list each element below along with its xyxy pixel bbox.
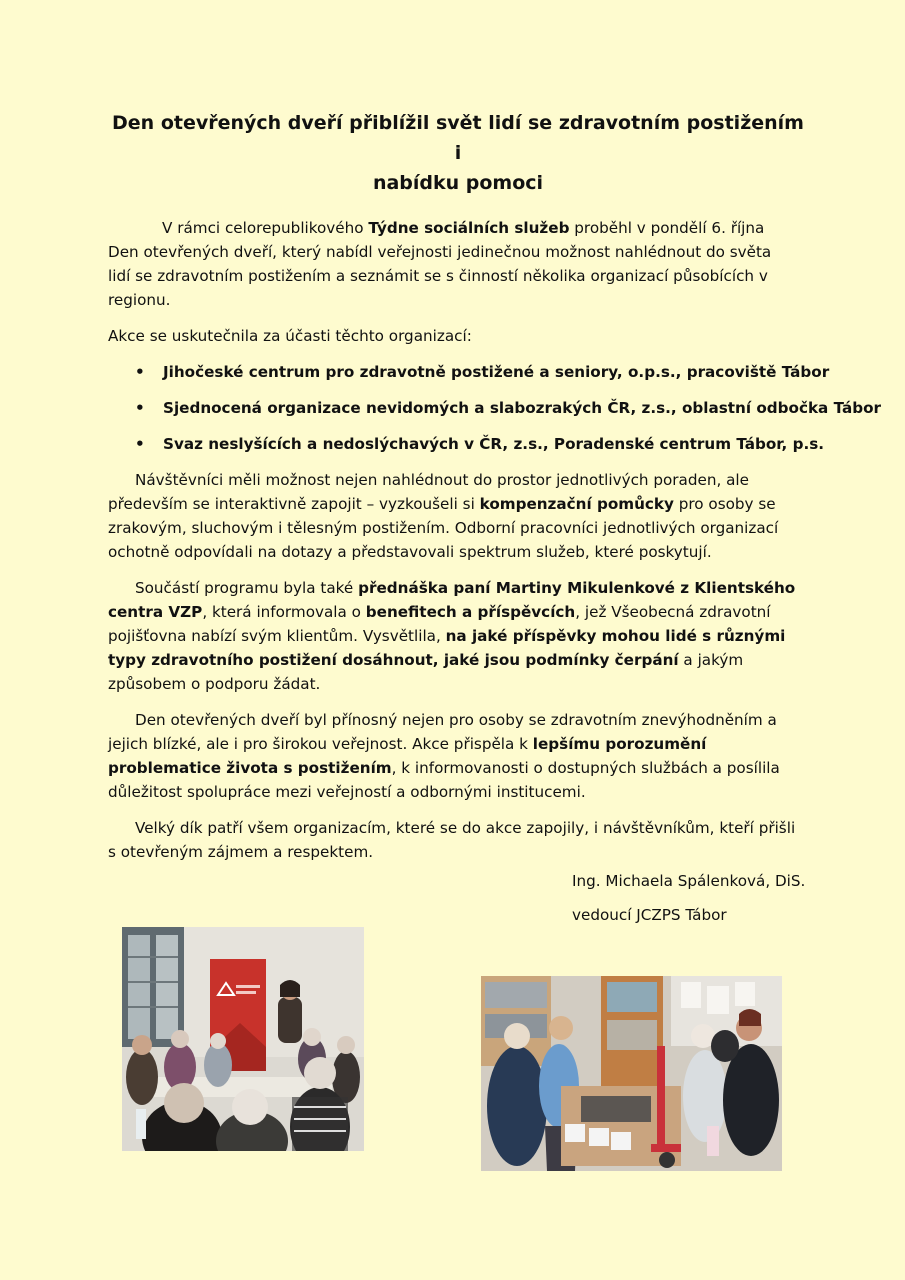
intro-paragraph (108, 216, 798, 312)
title-line-1: Den otevřených dveří přiblížil svět lidí se zdravotním postižením i (112, 112, 804, 164)
signature-role: vedoucí JCZPS Tábor (572, 906, 727, 924)
organizations-list (108, 360, 882, 456)
lecture-text-3: , jež Všeobecná zdravotní pojišťovna nabízí svým klientům. Vysvětlila, (108, 603, 771, 645)
signature-block (572, 864, 805, 932)
intro-bold-week: Týdne sociálních služeb (368, 219, 570, 237)
lecture-text-2: , která informovala o (202, 603, 366, 621)
lecture-photo-illustration (122, 927, 364, 1151)
signature-name: Ing. Michaela Spálenková, DiS. (572, 872, 806, 890)
benefit-paragraph (108, 708, 798, 804)
list-item (108, 396, 882, 420)
organization-name: Sjednocená organizace nevidomých a slabozrakých ČR, z.s., oblastní odbočka Tábor (163, 399, 882, 417)
intro-text-start: V rámci celorepublikového (162, 219, 369, 237)
bullet-icon: • (135, 399, 145, 417)
visitors-bold-aids: kompenzační pomůcky (479, 495, 674, 513)
lecture-bold-1: přednáška paní Martiny Mikulenkové z Klientského centra VZP (108, 579, 796, 621)
list-item (108, 432, 825, 456)
list-item (108, 360, 830, 384)
visitors-paragraph (108, 468, 798, 564)
organization-name: Svaz neslyšících a nedoslýchavých v ČR, z.s., Poradenské centrum Tábor, p.s. (163, 435, 825, 453)
title-line-2: nabídku pomoci (372, 172, 544, 194)
benefit-bold-1: lepšímu porozumění problematice života s postižením (108, 735, 707, 777)
aids-photo (481, 976, 782, 1171)
visitors-text-end: pro osoby se zrakovým, sluchovým i tělesným postižením. Odborní pracovníci jednotlivých organizací ochotně odpovídali na dotazy a představovali spektrum služeb, které poskytují. (108, 495, 779, 561)
lecture-bold-3: na jaké příspěvky mohou lidé s různými typy zdravotního postižení dosáhnout, jaké jsou podmínky čerpání (108, 627, 786, 669)
lecture-photo (122, 927, 364, 1151)
intro-text-end: proběhl v pondělí 6. října Den otevřených dveří, který nabídl veřejnosti jedinečnou možnost nahlédnout do světa lidí se zdravotním postižením a seznámit se s činností několika organizací působících v regionu. (108, 219, 772, 309)
visitors-text-start: Návštěvníci měli možnost nejen nahlédnout do prostor jednotlivých poraden, ale především se interaktivně zapojit – vyzkoušeli si (108, 471, 749, 513)
bullet-icon: • (135, 363, 145, 381)
organizations-intro: Akce se uskutečnila za účasti těchto organizací: (108, 327, 472, 345)
benefit-text-2: , k informovanosti o dostupných službách a posílila důležitost spolupráce mezi veřejností a odbornými institucemi. (108, 759, 780, 801)
lecture-bold-2: benefitech a příspěvcích (365, 603, 576, 621)
bullet-icon: • (135, 435, 145, 453)
lecture-text-1: Součástí programu byla také (135, 579, 359, 597)
lecture-text-4: a jakým způsobem o podporu žádat. (108, 651, 744, 693)
organization-name: Jihočeské centrum pro zdravotně postižené a seniory, o.p.s., pracoviště Tábor (163, 363, 830, 381)
page-title (108, 108, 808, 198)
lecture-paragraph (108, 576, 798, 696)
benefit-text-1: Den otevřených dveří byl přínosný nejen pro osoby se zdravotním znevýhodněním a jejich blízké, ale i pro širokou veřejnost. Akce přispěla k (108, 711, 777, 753)
thanks-paragraph: Velký dík patří všem organizacím, které se do akce zapojily, i návštěvníkům, kteří přišli s otevřeným zájmem a respektem. (108, 819, 796, 861)
aids-photo-illustration (481, 976, 782, 1171)
article-body (108, 216, 882, 876)
